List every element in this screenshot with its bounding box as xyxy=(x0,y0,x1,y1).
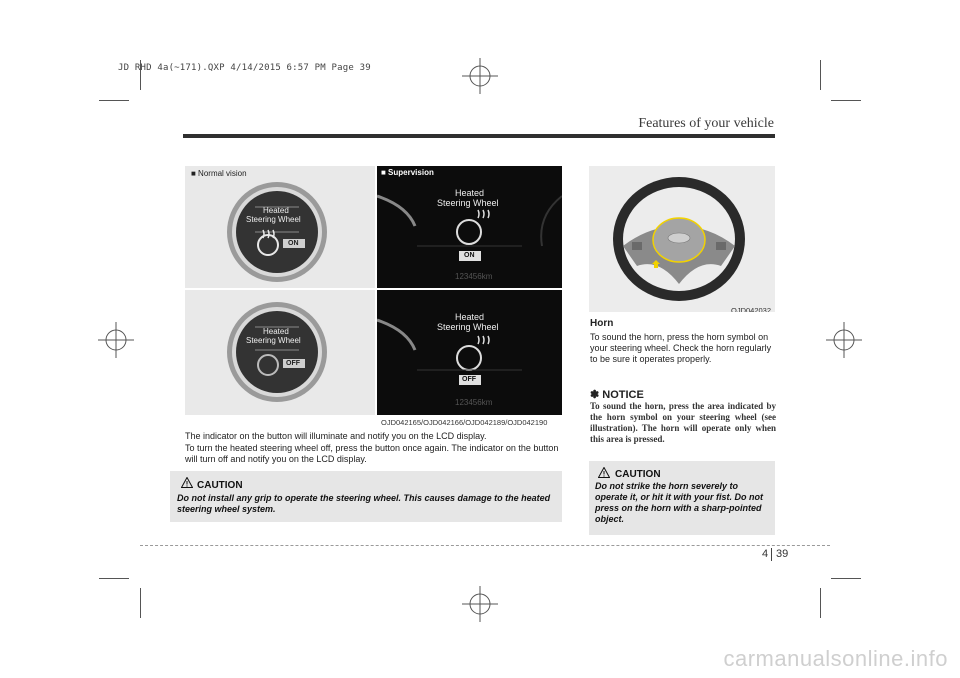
page-number-divider xyxy=(771,548,772,561)
gauge-on-illustration xyxy=(225,180,329,284)
gauge-title-line2: Steering Wheel xyxy=(246,215,301,224)
watermark: carmanualsonline.info xyxy=(723,646,948,671)
gauge-title-line2: Steering Wheel xyxy=(437,322,499,332)
supervision-label: ■ Supervision xyxy=(381,168,434,177)
registration-mark-icon xyxy=(462,586,498,622)
figure-normal-vision-off xyxy=(185,290,375,415)
gauge-title-line2: Steering Wheel xyxy=(437,198,499,208)
gauge-off-illustration xyxy=(225,300,329,404)
caution-body: Do not install any grip to operate the steering wheel. This causes damage to the heated steering wheel system. xyxy=(177,493,551,514)
lcd-on-illustration xyxy=(377,166,562,288)
paragraph-turn-off: To turn the heated steering wheel off, press the button once again. The indicator on the button will turn off and notify you on the LCD display. xyxy=(185,443,559,464)
on-label: ON xyxy=(288,240,299,247)
crop-mark xyxy=(99,100,129,101)
gauge-title-line1: Heated xyxy=(263,327,289,336)
odometer-text: 123456km xyxy=(455,398,493,407)
off-label: OFF xyxy=(462,376,476,383)
page-number: 39 xyxy=(776,548,789,560)
figure-normal-vision-on xyxy=(185,166,375,288)
lcd-off-illustration xyxy=(377,290,562,415)
registration-mark-icon xyxy=(98,322,134,358)
gauge-title-line1: Heated xyxy=(263,206,289,215)
header-rule xyxy=(183,134,775,138)
registration-mark-icon xyxy=(826,322,862,358)
gauge-title-line1: Heated xyxy=(455,188,485,198)
chapter-number: 4 xyxy=(762,548,769,560)
crop-mark xyxy=(140,588,141,618)
page-rule xyxy=(140,545,830,546)
warning-triangle-icon xyxy=(181,477,193,488)
on-label: ON xyxy=(464,252,475,259)
registration-mark-icon xyxy=(462,58,498,94)
crop-mark xyxy=(831,578,861,579)
caution-title: CAUTION xyxy=(615,469,661,480)
horn-body: To sound the horn, press the horn symbol on your steering wheel. Check the horn regularly to be sure it operates properly. xyxy=(590,332,772,364)
caution-body: Do not strike the horn severely to operate it, or hit it with your fist. Do not press on the horn with a sharp-pointed object. xyxy=(595,481,763,524)
figure-steering-wheel xyxy=(589,166,775,312)
caution-box-left xyxy=(170,471,562,522)
figure-code-right: OJD042032 xyxy=(731,306,772,312)
gauge-title-line1: Heated xyxy=(455,312,485,322)
gauge-title-line2: Steering Wheel xyxy=(246,336,301,345)
horn-heading: Horn xyxy=(590,318,614,329)
crop-mark xyxy=(99,578,129,579)
print-slug: JD RHD 4a(~171).QXP 4/14/2015 6:57 PM Page 39 xyxy=(118,63,371,73)
off-label: OFF xyxy=(286,360,300,367)
section-title: Features of your vehicle xyxy=(638,116,774,131)
caution-box-right xyxy=(589,461,775,535)
notice-body: To sound the horn, press the area indicated by the horn symbol on your steering wheel (see illustration). The horn will operate only when this area is pressed. xyxy=(590,401,776,444)
notice-heading: ✽ NOTICE xyxy=(590,389,644,401)
crop-mark xyxy=(820,60,821,90)
crop-mark xyxy=(831,100,861,101)
paragraph-indicator: The indicator on the button will illuminate and notify you on the LCD display. xyxy=(185,431,487,441)
odometer-text: 123456km xyxy=(455,272,493,281)
crop-mark xyxy=(820,588,821,618)
figure-code-left: OJD042165/OJD042166/OJD042189/OJD042190 xyxy=(381,418,548,427)
normal-vision-label: ■ Normal vision xyxy=(191,169,247,178)
warning-triangle-icon xyxy=(598,467,610,478)
caution-title: CAUTION xyxy=(197,480,243,491)
figure-supervision-on xyxy=(377,166,562,288)
figure-supervision-off xyxy=(377,290,562,415)
steering-wheel-illustration xyxy=(589,166,775,312)
